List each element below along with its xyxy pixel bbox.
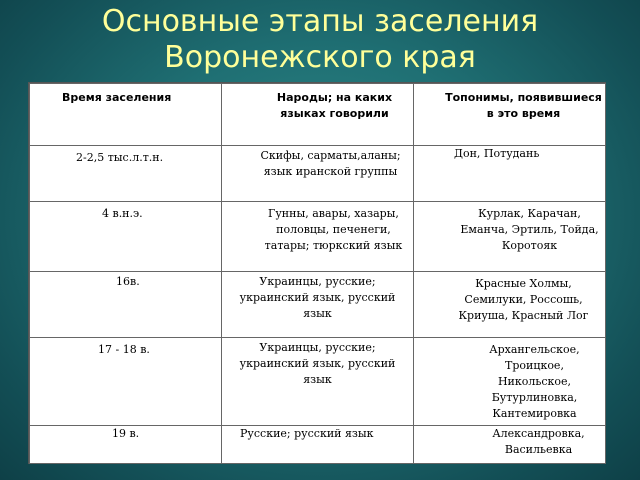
table-cell-toponyms xyxy=(414,426,606,464)
row-1-time: 2-2,5 тыс.л.т.н. xyxy=(76,151,164,164)
table-cell-toponyms xyxy=(414,338,606,426)
row-4-time: 17 - 18 в. xyxy=(98,343,150,356)
table-cell-time xyxy=(30,272,222,338)
header-cell-peoples xyxy=(222,84,414,146)
table-cell-peoples xyxy=(222,338,414,426)
header-toponyms-label: Топонимы, появившиеся в это время xyxy=(445,91,602,120)
settlement-table-grid xyxy=(29,83,606,464)
table-row xyxy=(30,426,606,464)
table-cell-peoples xyxy=(222,272,414,338)
row-2-peoples: Гунны, авары, хазары, половцы, печенеги, татары; тюркский язык xyxy=(264,207,403,252)
row-2-time: 4 в.н.э. xyxy=(102,207,143,220)
table-row xyxy=(30,202,606,272)
table-cell-peoples xyxy=(222,146,414,202)
row-1-toponyms: Дон, Потудань xyxy=(454,147,540,160)
row-5-time: 19 в. xyxy=(112,427,140,440)
header-time-label: Время заселения xyxy=(62,91,172,104)
table-cell-toponyms xyxy=(414,146,606,202)
row-5-peoples: Русские; русский язык xyxy=(240,427,374,440)
header-cell-toponyms xyxy=(414,84,606,146)
table-row xyxy=(30,272,606,338)
table-cell-peoples xyxy=(222,426,414,464)
table-row xyxy=(30,146,606,202)
row-5-toponyms: Александровка, Васильевка xyxy=(492,427,585,456)
table-cell-peoples xyxy=(222,202,414,272)
table-cell-time xyxy=(30,146,222,202)
row-3-toponyms: Красные Холмы, Семилуки, Россошь, Криуша, Красный Лог xyxy=(458,277,589,322)
header-peoples-label: Народы; на каких языках говорили xyxy=(276,91,393,120)
settlement-table xyxy=(28,82,606,464)
table-cell-time xyxy=(30,426,222,464)
table-cell-time xyxy=(30,202,222,272)
table-cell-toponyms xyxy=(414,202,606,272)
table-cell-time xyxy=(30,338,222,426)
row-1-peoples: Скифы, сарматы,аланы; язык иранской группы xyxy=(260,149,401,178)
table-header-row xyxy=(30,84,606,146)
row-4-toponyms: Архангельское, Троицкое, Никольское, Бутурлиновка, Кантемировка xyxy=(489,343,580,420)
slide-title: Основные этапы заселения Воронежского края xyxy=(101,4,539,75)
table-cell-toponyms xyxy=(414,272,606,338)
row-3-peoples: Украинцы, русские; украинский язык, русский язык xyxy=(239,275,396,320)
header-cell-time xyxy=(30,84,222,146)
row-3-time: 16в. xyxy=(116,275,140,288)
row-2-toponyms: Курлак, Карачан, Еманча, Эртиль, Тойда, Коротояк xyxy=(460,207,599,252)
table-row xyxy=(30,338,606,426)
row-4-peoples: Украинцы, русские; украинский язык, русский язык xyxy=(239,341,396,386)
